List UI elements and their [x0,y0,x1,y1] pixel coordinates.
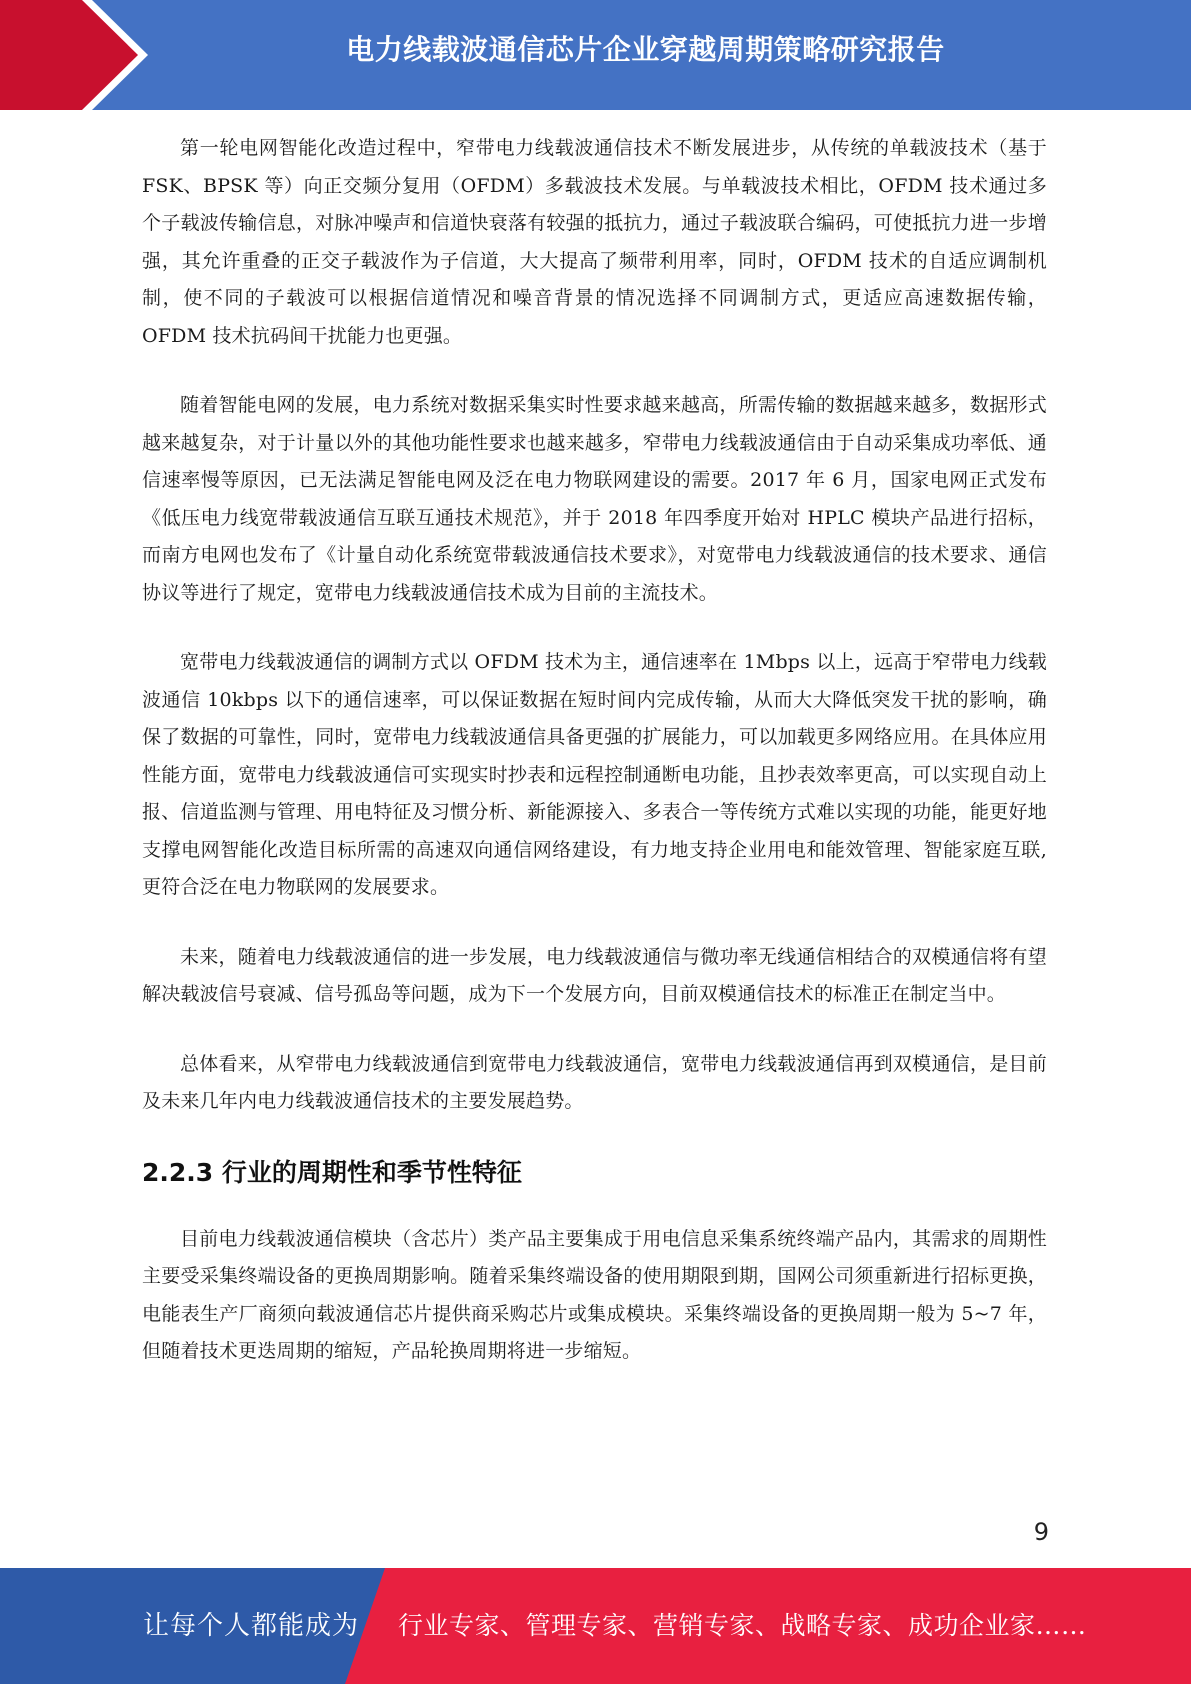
paragraph-ofdm: 第一轮电网智能化改造过程中，窄带电力线载波通信技术不断发展进步，从传统的单载波技术（基于 FSK、BPSK 等）向正交频分复用（OFDM）多载波技术发展。与单载波技术相比，OFDM 技术通过多个子载波传输信息，对脉冲噪声和信道快衰落有较强的抵抗力，通过子载波联合编码，可使抵抗力进一步增强，其允许重叠的正交子载波作为子信道，大大提高了频带利用率，同时，OFDM 技术的自适应调制机制，使不同的子载波可以根据信道情况和噪音背景的情况选择不同调制方式，更适应高速数据传输，OFDM 技术抗码间干扰能力也更强。 [142,137,1047,347]
footer-slogan-left: 让每个人都能成为 [143,1611,360,1641]
report-title: 电力线载波通信芯片企业穿越周期策略研究报告 [346,33,945,66]
page-number: 9 [1033,1518,1049,1546]
paragraph-broadband-standard: 随着智能电网的发展，电力系统对数据采集实时性要求越来越高，所需传输的数据越来越多，数据形式越来越复杂，对于计量以外的其他功能性要求也越来越多，窄带电力线载波通信由于自动采集成功率低、通信速率慢等原因，已无法满足智能电网及泛在电力物联网建设的需要。2017 年 6 月，国家电网正式发布《低压电力线宽带载波通信互联互通技术规范》，并于 2018 年四季度开始对 HPLC 模块产品进行招标，而南方电网也发布了《计量自动化系统宽带载波通信技术要求》，对宽带电力线载波通信的技术要求、通信协议等进行了规定，宽带电力线载波通信技术成为目前的主流技术。 [142,394,1047,604]
paragraph-cyclicality: 目前电力线载波通信模块（含芯片）类产品主要集成于用电信息采集系统终端产品内，其需求的周期性主要受采集终端设备的更换周期影响。随着采集终端设备的使用期限到期，国网公司须重新进行招标更换，电能表生产厂商须向载波通信芯片提供商采购芯片或集成模块。采集终端设备的更换周期一般为 5~7 年，但随着技术更迭周期的缩短，产品轮换周期将进一步缩短。 [142,1227,1047,1362]
page-footer [0,1568,1191,1684]
paragraph-summary: 总体看来，从窄带电力线载波通信到宽带电力线载波通信，宽带电力线载波通信再到双模通信，是目前及未来几年内电力线载波通信技术的主要发展趋势。 [142,1052,1047,1112]
paragraph-broadband-advantages: 宽带电力线载波通信的调制方式以 OFDM 技术为主，通信速率在 1Mbps 以上，远高于窄带电力线载波通信 10kbps 以下的通信速率，可以保证数据在短时间内完成传输，从而大大降低突发干扰的影响，确保了数据的可靠性，同时，宽带电力线载波通信具备更强的扩展能力，可以加载更多网络应用。在具体应用性能方面，宽带电力线载波通信可实现实时抄表和远程控制通断电功能，且抄表效率更高，可以实现自动上报、信道监测与管理、用电特征及习惯分析、新能源接入、多表合一等传统方式难以实现的功能，能更好地支撑电网智能化改造目标所需的高速双向通信网络建设，有力地支持企业用电和能效管理、智能家庭互联,更符合泛在电力物联网的发展要求。 [142,651,1047,898]
footer-slogan-right: 行业专家、管理专家、营销专家、战略专家、成功企业家…… [398,1611,1087,1640]
chevron-arrow-icon [0,0,160,110]
main-content [142,130,1047,1403]
paragraph-dual-mode: 未来，随着电力线载波通信的进一步发展，电力线载波通信与微功率无线通信相结合的双模通信将有望解决载波信号衰减、信号孤岛等问题，成为下一个发展方向，目前双模通信技术的标准正在制定当中。 [142,945,1047,1005]
section-heading: 2.2.3 行业的周期性和季节性特征 [142,1157,522,1187]
page-header [0,0,1191,110]
